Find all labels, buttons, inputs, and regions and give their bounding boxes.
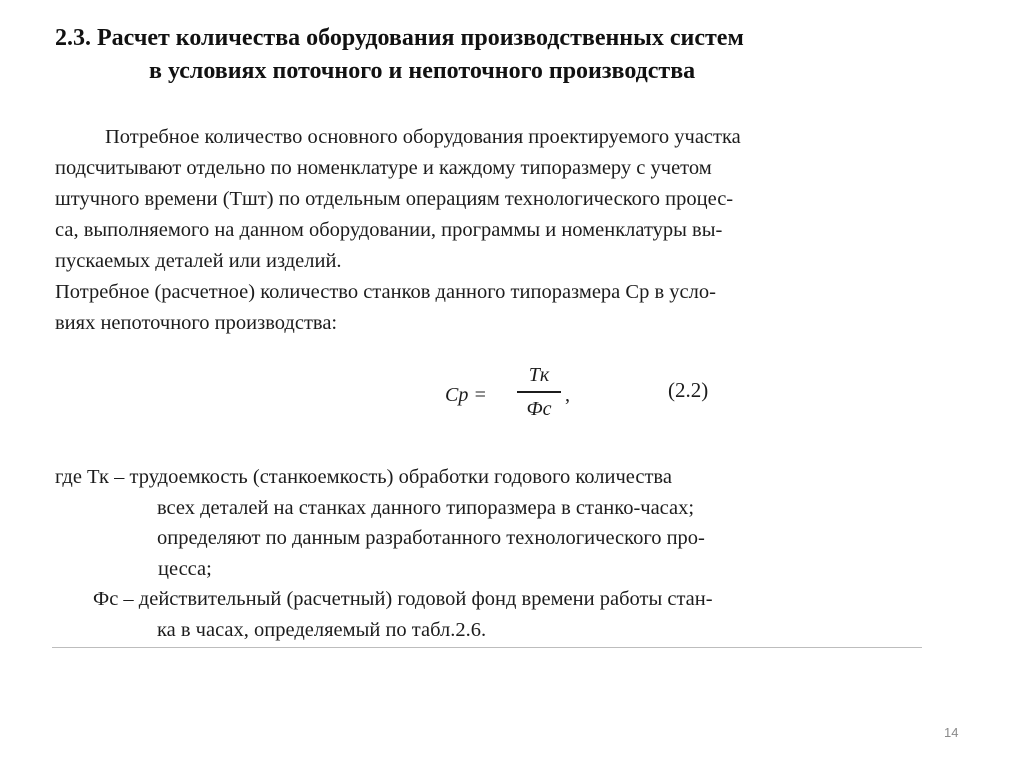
section-heading — [55, 22, 945, 88]
formula-comma: , — [565, 384, 570, 406]
definition-line: где Тк – трудоемкость (станкоемкость) обработки годового количества — [55, 466, 672, 488]
definition-line: всех деталей на станках данного типоразмера в станко-часах; — [157, 496, 695, 519]
formula-lhs: Cр = — [445, 384, 487, 406]
paragraph-2 — [55, 277, 716, 339]
heading-line-1: 2.3. Расчет количества оборудования производственных систем — [55, 25, 744, 51]
heading-line-2: в условиях поточного и непоточного производства — [149, 58, 696, 84]
fraction-bar — [517, 391, 561, 393]
page-number: 14 — [944, 725, 959, 740]
paragraph-line: штучного времени (Тшт) по отдельным операциям технологического процес- — [55, 188, 734, 210]
paragraph-line: са, выполняемого на данном оборудовании, программы и номенклатуры вы- — [55, 219, 723, 241]
paragraph-line: виях непоточного производства: — [55, 312, 338, 334]
definition-line: ка в часах, определяемый по табл.2.6. — [157, 618, 487, 641]
paragraph-line: пускаемых деталей или изделий. — [55, 250, 342, 272]
definition-line: определяют по данным разработанного технологического про- — [157, 527, 705, 549]
definition-line: цесса; — [158, 557, 212, 580]
definition-line: Фс – действительный (расчетный) годовой фонд времени работы стан- — [93, 588, 713, 610]
paragraph-line: Потребное (расчетное) количество станков данного типоразмера Ср в усло- — [55, 281, 716, 303]
paragraph-line: подсчитывают отдельно по номенклатуре и каждому типоразмеру с учетом — [55, 157, 712, 179]
paragraph-line: Потребное количество основного оборудования проектируемого участка — [105, 126, 741, 148]
formula-denominator: Фс — [526, 397, 552, 420]
scan-edge-line — [52, 647, 922, 648]
formula-fraction — [517, 362, 561, 422]
paragraph-1 — [55, 122, 741, 277]
equation-number: (2.2) — [668, 378, 709, 402]
definitions — [55, 462, 713, 645]
formula-numerator: Tк — [528, 364, 550, 386]
